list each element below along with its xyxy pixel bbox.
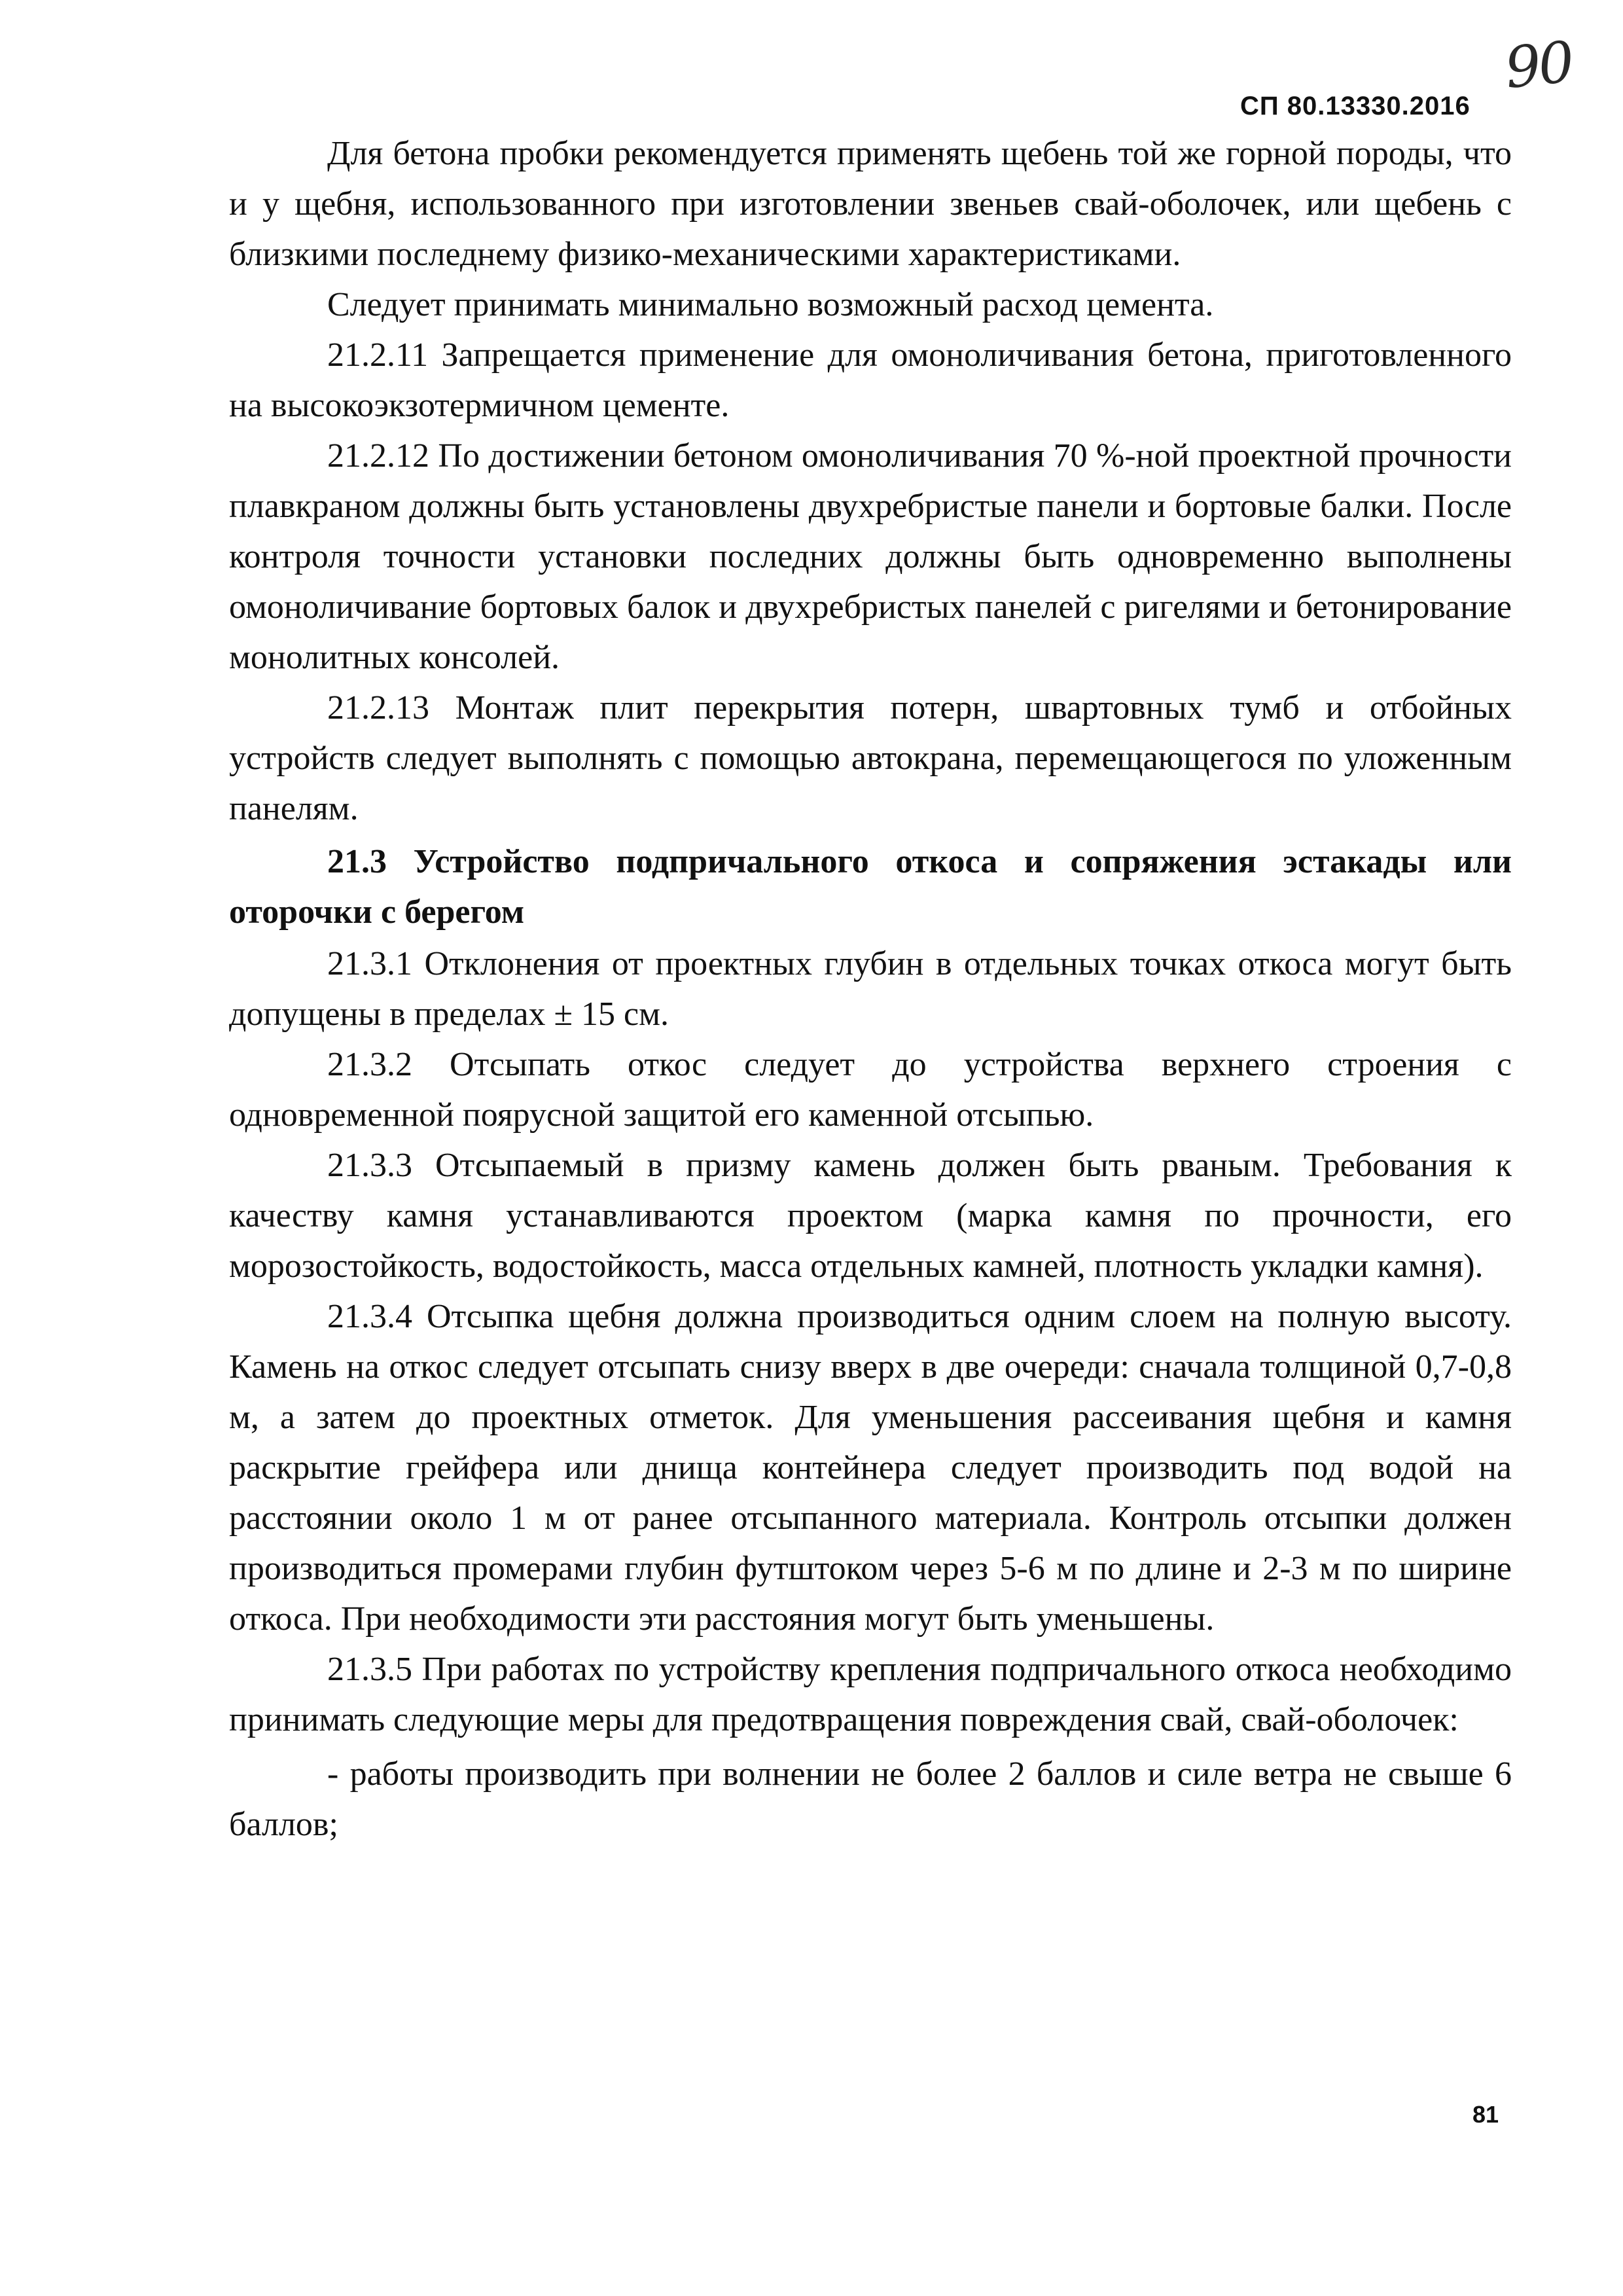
paragraph: 21.3.1 Отклонения от проектных глубин в отдельных точках откоса могут быть допущены в пределах ± 15 см. bbox=[229, 945, 1512, 1033]
list-item: - работы производить при волнении не более 2 баллов и силе ветра не свыше 6 баллов; bbox=[229, 1755, 1512, 1843]
page-body bbox=[229, 128, 1512, 1850]
paragraph: Следует принимать минимально возможный расход цемента. bbox=[327, 286, 1214, 323]
paragraph: 21.3.4 Отсыпка щебня должна производиться одним слоем на полную высоту. Камень на откос следует отсыпать снизу вверх в две очереди: сначала толщиной 0,7-0,8 м, а затем до проектных отметок. Для уменьшения рассеивания щебня и камня раскрытие грейфера или днища контейнера следует производить под водой на расстоянии около 1 м от ранее отсыпанного материала. Контроль отсыпки должен производиться промерами глубин футштоком через 5-6 м по длине и 2-3 м по ширине откоса. При необходимости эти расстояния могут быть уменьшены. bbox=[229, 1298, 1512, 1638]
paragraph: 21.2.13 Монтаж плит перекрытия потерн, швартовных тумб и отбойных устройств следует выполнять с помощью автокрана, перемещающегося по уложенным панелям. bbox=[229, 689, 1512, 827]
paragraph: 21.3.5 При работах по устройству крепления подпричального откоса необходимо принимать следующие меры для предотвращения повреждения свай, свай-оболочек: bbox=[229, 1651, 1512, 1738]
paragraph: Для бетона пробки рекомендуется применять щебень той же горной породы, что и у щебня, использованного при изготовлении звеньев свай-оболочек, или щебень с близкими последнему физико-механическими характеристиками. bbox=[229, 135, 1512, 273]
paragraph: 21.3.3 Отсыпаемый в призму камень должен быть рваным. Требования к качеству камня устанавливаются проектом (марка камня по прочности, его морозостойкость, водостойкость, масса отдельных камней, плотность укладки камня). bbox=[229, 1147, 1512, 1285]
page-number: 81 bbox=[1472, 2101, 1499, 2128]
handwritten-page-number: 90 bbox=[1502, 29, 1575, 102]
paragraph: 21.2.12 По достижении бетоном омоноличивания 70 %-ной проектной прочности плавкраном должны быть установлены двухребристые панели и бортовые балки. После контроля точности установки последних должны быть одновременно выполнены омоноличивание бортовых балок и двухребристых панелей с ригелями и бетонирование монолитных консолей. bbox=[229, 437, 1512, 676]
paragraph: 21.2.11 Запрещается применение для омоноличивания бетона, приготовленного на высокоэкзотермичном цементе. bbox=[229, 336, 1512, 424]
section-heading: 21.3 Устройство подпричального откоса и сопряжения эстакады или оторочки с берегом bbox=[229, 843, 1512, 931]
document-code: СП 80.13330.2016 bbox=[1240, 92, 1471, 120]
paragraph: 21.3.2 Отсыпать откос следует до устройства верхнего строения с одновременной поярусной защитой его каменной отсыпью. bbox=[229, 1046, 1512, 1134]
